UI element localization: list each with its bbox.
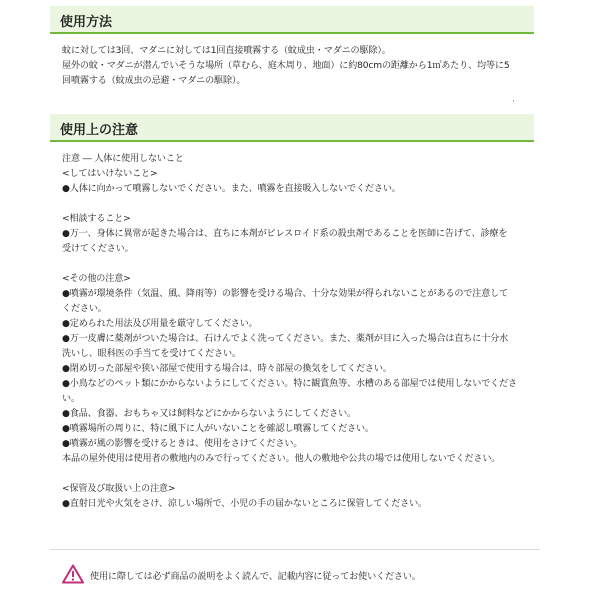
caution-line: 洗いし、眼科医の手当てを受けてください。: [62, 349, 241, 359]
caution-line: 本品の屋外使用は使用者の敷地内のみで行ってください。他人の敷地や公共の場では使用しないでください。: [62, 454, 501, 464]
footer-text: 使用に際しては必ず商品の説明をよく読んで、記載内容に従ってお使いください。: [90, 572, 421, 582]
caution-line: い。: [62, 394, 80, 404]
caution-line: ●噴霧が環境条件（気温、風、降雨等）の影響を受ける場合、十分な効果が得られないことがあるので注意して: [62, 289, 509, 299]
caution-line: ●噴霧場所の周りに、特に風下に人がいないことを確認し噴霧してください。: [62, 424, 374, 434]
caution-line: ください。: [62, 304, 107, 314]
usage-line: 蚊に対しては3回、マダニに対しては1回直接噴霧する（蚊成虫・マダニの駆除）。: [62, 46, 391, 56]
caution-line: ●閉め切った部屋や狭い部屋で使用する場合は、時々部屋の換気をしてください。: [62, 364, 392, 374]
caution-line: ●万一皮膚に薬剤がついた場合は、石けんでよく洗ってください。また、薬剤が目に入った場合は直ちに十分水: [62, 334, 509, 344]
usage-line: 回噴霧する（蚊成虫の忌避・マダニの駆除）。: [62, 76, 246, 86]
caution-line: ●直射日光や火気をさけ、涼しい場所で、小児の手の届かないところに保管してください。: [62, 499, 427, 509]
caution-line: <保管及び取扱い上の注意>: [62, 484, 176, 494]
caution-line: <その他の注意>: [62, 274, 131, 284]
caution-line: 注意 ― 人体に使用しないこと: [62, 154, 184, 164]
caution-line: [62, 467, 540, 482]
usage-line: 屋外の蚊・マダニが潜んでいそうな場所（草むら、庭木周り、地面）に約80cmの距離から1㎡あたり、均等に5: [62, 61, 510, 71]
caution-line: ●定められた用法及び用量を厳守してください。: [62, 319, 258, 329]
caution-line: ●小鳥などのペット類にかからないようにしてください。特に観賞魚等、水槽のある部屋では使用しないでくださ: [62, 379, 517, 389]
caution-line: ●食品、食器、おもちゃ又は飼料などにかからないようにしてください。: [62, 409, 356, 419]
cautions-section-header: [50, 114, 534, 142]
caution-line: <相談すること>: [62, 214, 131, 224]
usage-heading: 使用方法: [60, 15, 113, 30]
caution-line: ●噴霧が風の影響を受けるときは、使用をさけてください。: [62, 439, 303, 449]
footer-divider: [50, 549, 540, 550]
cautions-heading: 使用上の注意: [60, 123, 139, 138]
caution-line: [62, 197, 540, 212]
cautions-body: [62, 152, 540, 512]
warning-triangle-icon: [62, 564, 84, 584]
usage-body: [62, 44, 540, 89]
caution-line: [62, 257, 540, 272]
stray-mark: [513, 100, 514, 102]
caution-line: ●人体に向かって噴霧しないでください。また、噴霧を直接吸入しないでください。: [62, 184, 401, 194]
caution-line: ●万一、身体に異常が起きた場合は、直ちに本剤がピレスロイド系の殺虫剤であることを医師に告げて、診療を: [62, 229, 508, 239]
caution-line: <してはいけないこと>: [62, 169, 158, 179]
caution-line: 受けてください。: [62, 244, 134, 254]
footer-notice: [62, 564, 542, 586]
usage-section-header: [50, 6, 534, 34]
